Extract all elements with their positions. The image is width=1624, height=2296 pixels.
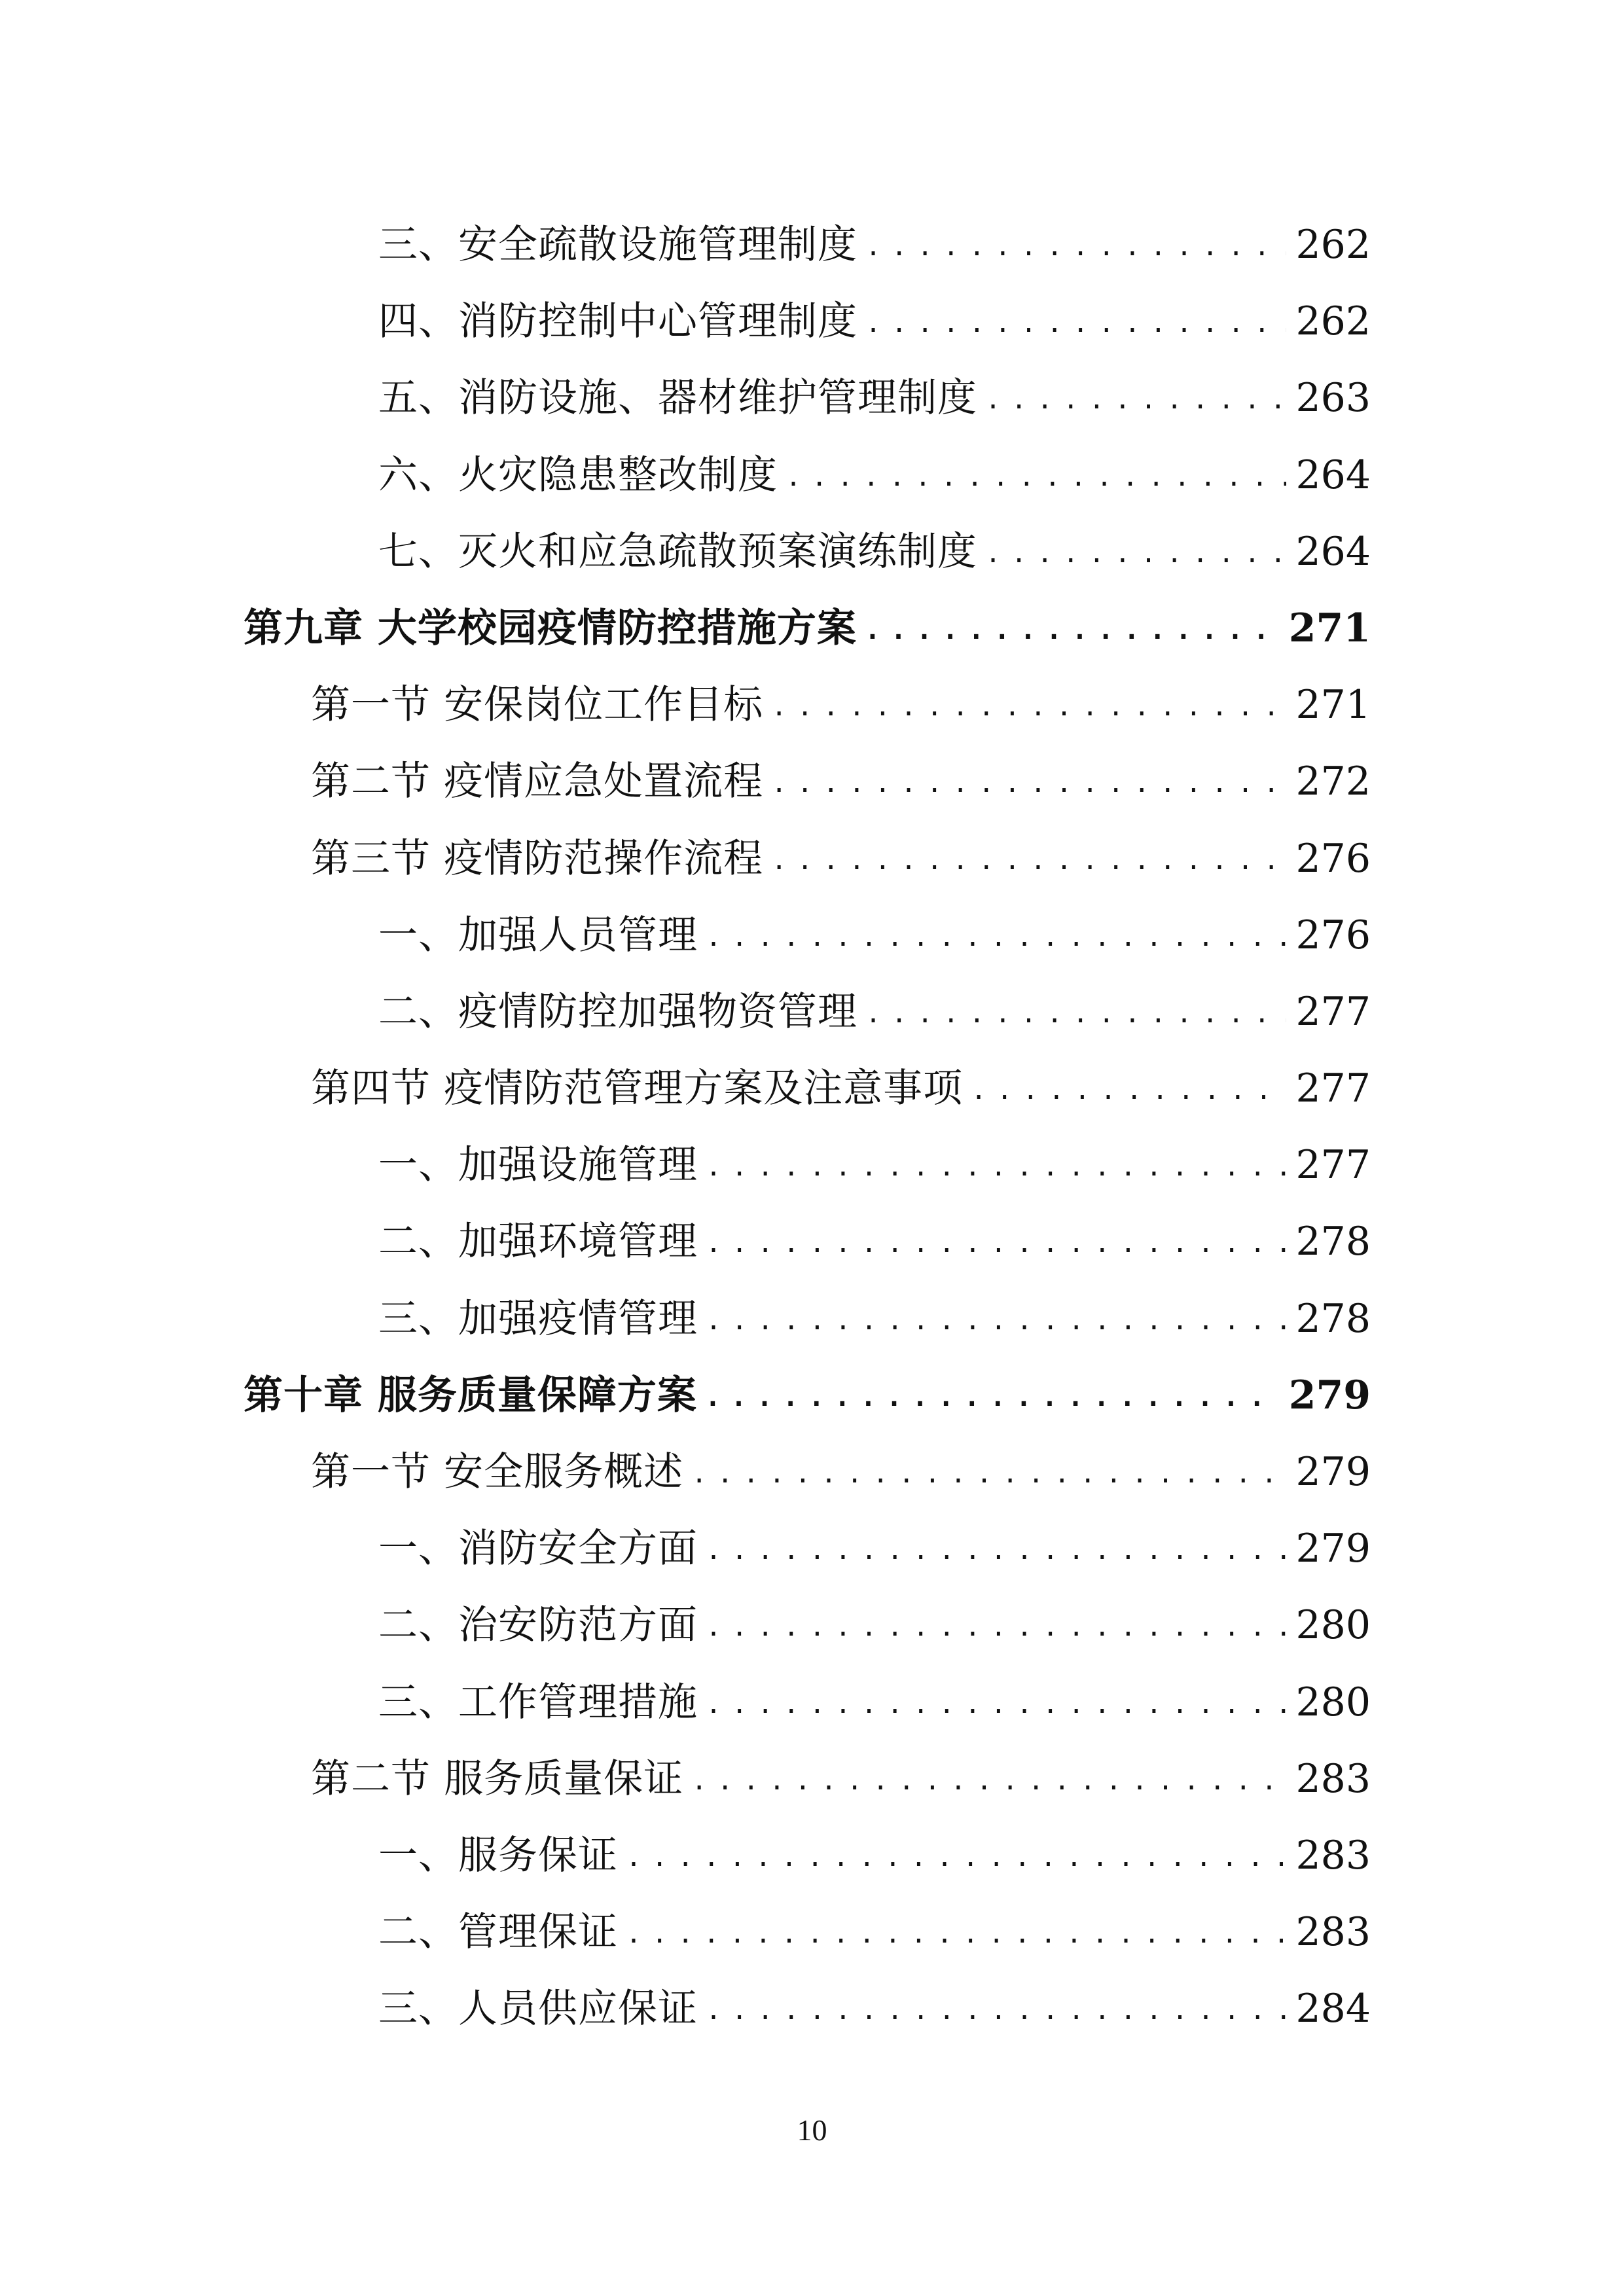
toc-entry-label: 一、消防安全方面 (378, 1526, 698, 1572)
toc-entry-item[interactable] (244, 897, 1371, 974)
toc-dot-leader (706, 1283, 1286, 1359)
toc-entry-item[interactable] (244, 1818, 1371, 1894)
toc-entry-page-number: 271 (1288, 605, 1371, 651)
toc-entry-page-number: 263 (1295, 375, 1371, 422)
toc-entry-label: 二、疫情防控加强物资管理 (378, 988, 857, 1035)
toc-entry-label: 三、加强疫情管理 (378, 1295, 698, 1342)
toc-entry-section[interactable] (244, 1434, 1371, 1511)
toc-entry-label: 四、消防控制中心管理制度 (378, 298, 857, 345)
toc-entry-page-number: 277 (1295, 988, 1371, 1035)
toc-dot-leader (706, 1666, 1286, 1743)
toc-entry-label: 第十章 服务质量保障方案 (244, 1372, 697, 1418)
toc-entry-page-number: 277 (1295, 1142, 1371, 1189)
toc-entry-page-number: 278 (1295, 1219, 1371, 1265)
toc-entry-page-number: 280 (1295, 1602, 1371, 1649)
toc-entry-label: 第一节 安保岗位工作目标 (311, 682, 764, 728)
toc-entry-label: 第三节 疫情防范操作流程 (311, 835, 764, 882)
toc-dot-leader (705, 1359, 1280, 1436)
toc-entry-label: 二、加强环境管理 (378, 1219, 698, 1265)
toc-dot-leader (706, 1589, 1286, 1666)
toc-entry-page-number: 283 (1295, 1832, 1371, 1878)
toc-entry-item[interactable] (244, 1511, 1371, 1587)
toc-dot-leader (706, 1973, 1286, 2049)
page-number: 10 (797, 2113, 827, 2147)
toc-entry-page-number: 279 (1295, 1526, 1371, 1572)
toc-entry-item[interactable] (244, 1281, 1371, 1357)
toc-entry-label: 第二节 服务质量保证 (311, 1755, 684, 1802)
toc-dot-leader (626, 1896, 1286, 1973)
toc-dot-leader (691, 1436, 1286, 1513)
toc-dot-leader (706, 1206, 1286, 1282)
toc-dot-leader (865, 976, 1286, 1052)
toc-entry-label: 一、加强设施管理 (378, 1142, 698, 1189)
toc-entry-page-number: 272 (1295, 759, 1371, 805)
toc-entry-label: 一、服务保证 (378, 1832, 618, 1878)
toc-entry-label: 七、灭火和应急疏散预案演练制度 (378, 528, 977, 575)
toc-entry-section[interactable] (244, 744, 1371, 820)
toc-entry-label: 五、消防设施、器材维护管理制度 (378, 375, 977, 422)
toc-dot-leader (785, 439, 1286, 516)
toc-dot-leader (771, 823, 1286, 899)
toc-entry-item[interactable] (244, 974, 1371, 1050)
toc-entry-item[interactable] (244, 283, 1371, 360)
toc-entry-section[interactable] (244, 1741, 1371, 1818)
toc-dot-leader (691, 1743, 1286, 1820)
toc-entry-chapter[interactable] (244, 590, 1371, 667)
toc-entry-section[interactable] (244, 1050, 1371, 1127)
toc-entry-label: 第四节 疫情防范管理方案及注意事项 (311, 1066, 964, 1112)
toc-entry-page-number: 277 (1295, 1066, 1371, 1112)
toc-entry-item[interactable] (244, 207, 1371, 283)
toc-entry-section[interactable] (244, 667, 1371, 744)
toc-dot-leader (706, 899, 1286, 976)
toc-entry-item[interactable] (244, 1204, 1371, 1280)
toc-entry-item[interactable] (244, 514, 1371, 590)
toc-entry-page-number: 276 (1295, 912, 1371, 958)
toc-entry-item[interactable] (244, 1664, 1371, 1741)
toc-entry-page-number: 279 (1295, 1449, 1371, 1495)
toc-entry-page-number: 280 (1295, 1679, 1371, 1725)
toc-entry-label: 二、管理保证 (378, 1909, 618, 1956)
toc-entry-label: 第九章 大学校园疫情防控措施方案 (244, 605, 857, 651)
toc-entry-item[interactable] (244, 1894, 1371, 1971)
toc-entry-page-number: 283 (1295, 1909, 1371, 1956)
toc-entry-item[interactable] (244, 1971, 1371, 2047)
table-of-contents (244, 207, 1371, 2048)
toc-entry-page-number: 262 (1295, 222, 1371, 268)
toc-dot-leader (865, 285, 1286, 362)
toc-entry-chapter[interactable] (244, 1357, 1371, 1434)
toc-entry-label: 第二节 疫情应急处置流程 (311, 759, 764, 805)
toc-entry-page-number: 262 (1295, 298, 1371, 345)
toc-dot-leader (706, 1513, 1286, 1589)
toc-entry-label: 一、加强人员管理 (378, 912, 698, 958)
toc-entry-page-number: 271 (1295, 682, 1371, 728)
toc-dot-leader (865, 209, 1286, 285)
toc-dot-leader (865, 592, 1280, 669)
toc-entry-label: 二、治安防范方面 (378, 1602, 698, 1649)
toc-entry-page-number: 283 (1295, 1755, 1371, 1802)
toc-entry-label: 六、火灾隐患整改制度 (378, 452, 778, 498)
toc-entry-page-number: 279 (1288, 1372, 1371, 1418)
toc-dot-leader (985, 362, 1286, 439)
toc-entry-page-number: 276 (1295, 835, 1371, 882)
toc-entry-item[interactable] (244, 360, 1371, 437)
toc-entry-label: 三、安全疏散设施管理制度 (378, 222, 857, 268)
toc-entry-item[interactable] (244, 1127, 1371, 1204)
toc-entry-item[interactable] (244, 437, 1371, 514)
toc-entry-page-number: 264 (1295, 528, 1371, 575)
toc-dot-leader (771, 745, 1286, 822)
toc-entry-page-number: 284 (1295, 1986, 1371, 2032)
toc-entry-section[interactable] (244, 821, 1371, 897)
toc-entry-label: 三、人员供应保证 (378, 1986, 698, 2032)
toc-entry-item[interactable] (244, 1587, 1371, 1664)
toc-entry-label: 三、工作管理措施 (378, 1679, 698, 1725)
toc-entry-label: 第一节 安全服务概述 (311, 1449, 684, 1495)
toc-dot-leader (971, 1052, 1286, 1129)
toc-entry-page-number: 278 (1295, 1295, 1371, 1342)
toc-dot-leader (771, 669, 1286, 745)
toc-dot-leader (706, 1129, 1286, 1206)
toc-dot-leader (626, 1820, 1286, 1896)
toc-entry-page-number: 264 (1295, 452, 1371, 498)
toc-dot-leader (985, 516, 1286, 592)
